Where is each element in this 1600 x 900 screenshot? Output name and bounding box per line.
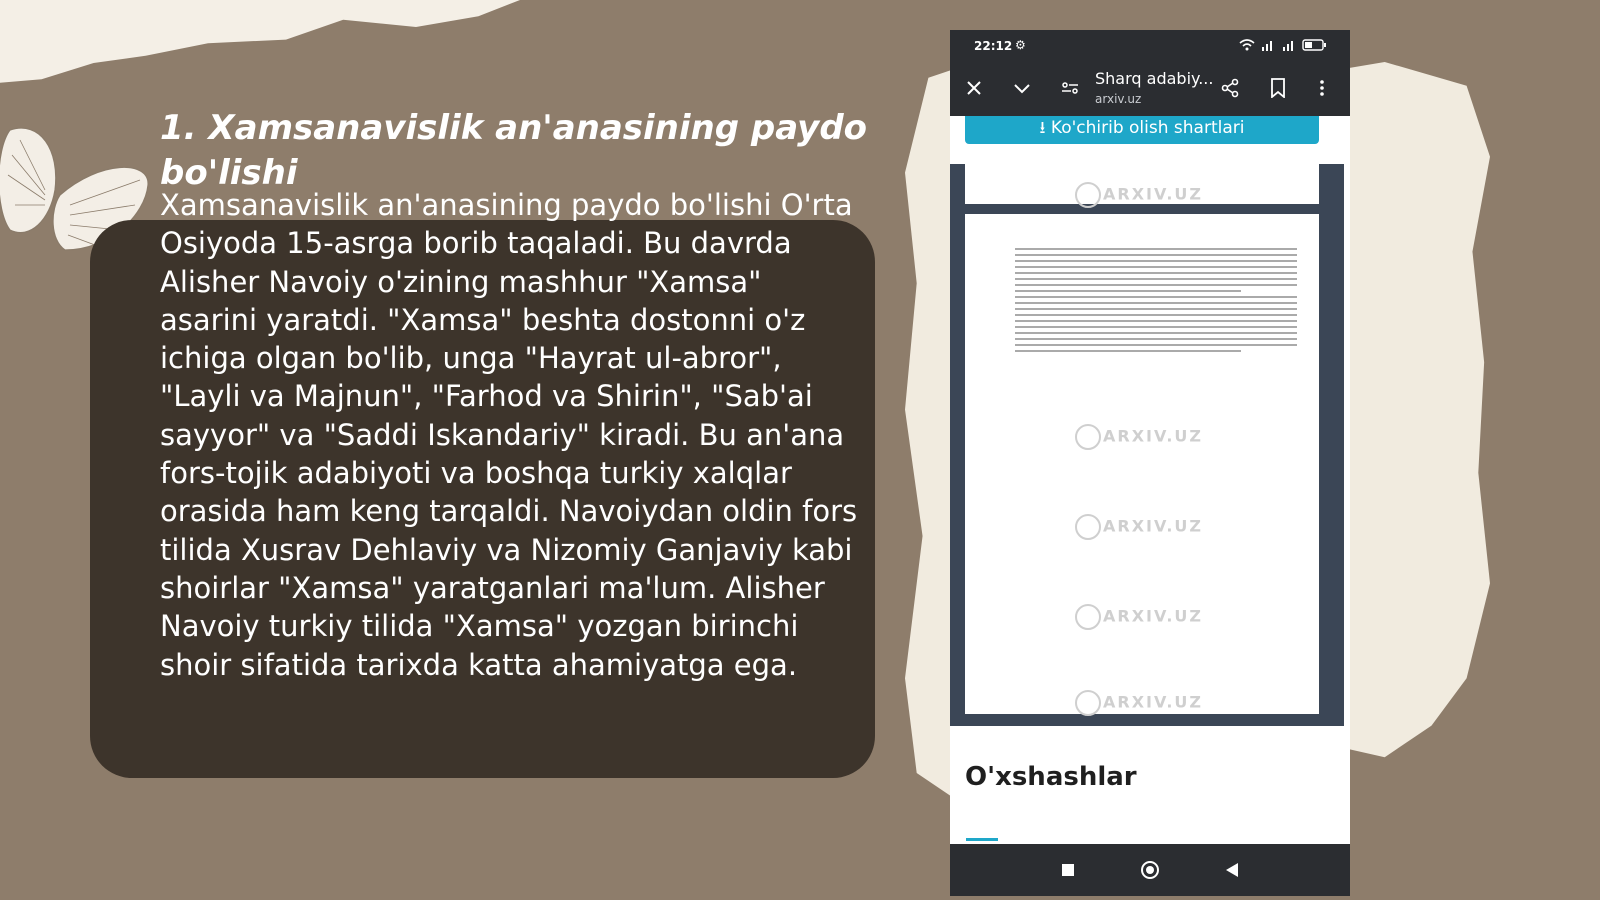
similar-accent-bar bbox=[966, 838, 998, 841]
document-viewer[interactable] bbox=[950, 164, 1344, 726]
document-text-line bbox=[1015, 344, 1297, 346]
nav-back-icon bbox=[1226, 863, 1238, 877]
more-options-button[interactable] bbox=[1306, 72, 1338, 104]
close-icon bbox=[966, 80, 982, 96]
document-text-line bbox=[1015, 296, 1297, 298]
slide-body-text: Xamsanavislik an'anasining paydo bo'lishi O'rta Osiyoda 15-asrga borib taqaladi. Bu davrda Alisher Navoiy o'zining mashhur "Xamsa" asarini yaratdi. "Xamsa" beshta dostonni o'z ichiga olgan bo'lib, unga "Hayrat ul-abror", "Layli va Majnun", "Farhod va Shirin", "Sab'ai sayyor" va "Saddi Iskandariy" kiradi. Bu an'ana fors-tojik adabiyoti va boshqa turkiy xalqlar orasida ham keng tarqaldi. Navoiydan oldin fors tilida Xusrav Dehlaviy va Nizomiy Ganjaviy kabi shoirlar "Xamsa" yaratganlari ma'lum. Alisher Navoiy turkiy tilida "Xamsa" yozgan birinchi shoir sifatida tarixda katta ahamiyatga ega. bbox=[160, 188, 858, 682]
torn-paper-decoration-top bbox=[0, 0, 520, 90]
wifi-icon bbox=[1239, 39, 1255, 51]
browser-url[interactable]: arxiv.uz bbox=[1095, 92, 1142, 106]
document-text-line bbox=[1015, 272, 1297, 274]
similar-heading: O'xshashlar bbox=[965, 762, 1137, 792]
watermark: ARXIV.UZ bbox=[1075, 604, 1203, 630]
page-settings-icon bbox=[1061, 80, 1079, 96]
nav-home-button[interactable] bbox=[1138, 858, 1162, 882]
document-text-line bbox=[1015, 302, 1297, 304]
document-text-line bbox=[1015, 248, 1297, 250]
chevron-down-icon bbox=[1013, 82, 1031, 94]
watermark-magnifier-icon bbox=[1075, 514, 1101, 540]
download-terms-button[interactable] bbox=[965, 116, 1319, 144]
document-text-line bbox=[1015, 308, 1297, 310]
nav-back-button[interactable] bbox=[1220, 858, 1244, 882]
document-text-block bbox=[1015, 248, 1297, 356]
bookmark-button[interactable] bbox=[1262, 72, 1294, 104]
page-settings-button[interactable] bbox=[1054, 72, 1086, 104]
watermark: ARXIV.UZ bbox=[1075, 424, 1203, 450]
status-icons bbox=[1239, 38, 1329, 51]
browser-page-title[interactable]: Sharq adabiy... bbox=[1095, 69, 1214, 88]
nav-home-icon bbox=[1141, 861, 1159, 879]
watermark-magnifier-icon bbox=[1075, 182, 1101, 208]
document-page bbox=[965, 214, 1319, 714]
document-page-previous bbox=[965, 164, 1319, 204]
similar-section bbox=[950, 726, 1344, 844]
signal-icon bbox=[1261, 39, 1275, 51]
document-text-line bbox=[1015, 314, 1297, 316]
document-text-line bbox=[1015, 290, 1241, 292]
watermark: ARXIV.UZ bbox=[1075, 690, 1203, 716]
settings-gear-icon: ⚙ bbox=[1015, 38, 1026, 52]
document-text-line bbox=[1015, 284, 1297, 286]
document-text-line bbox=[1015, 266, 1297, 268]
watermark-magnifier-icon bbox=[1075, 604, 1101, 630]
status-time: 22:12 bbox=[974, 39, 1013, 53]
watermark: ARXIV.UZ bbox=[1075, 182, 1203, 208]
download-icon: ⭳ bbox=[1039, 118, 1046, 138]
slide-title: 1. Xamsanavislik an'anasining paydo bo'lishi bbox=[160, 108, 868, 193]
document-text-line bbox=[1015, 278, 1297, 280]
document-text-line bbox=[1015, 320, 1297, 322]
download-label: Ko'chirib olish shartlari bbox=[1050, 118, 1245, 138]
watermark-magnifier-icon bbox=[1075, 424, 1101, 450]
signal-icon bbox=[1282, 39, 1296, 51]
share-button[interactable] bbox=[1214, 72, 1246, 104]
watermark-magnifier-icon bbox=[1075, 690, 1101, 716]
more-vert-icon bbox=[1319, 79, 1325, 97]
bookmark-icon bbox=[1270, 78, 1286, 98]
android-nav-bar bbox=[950, 844, 1350, 896]
nav-recents-icon bbox=[1062, 864, 1074, 876]
battery-icon bbox=[1302, 39, 1328, 51]
document-text-line bbox=[1015, 332, 1297, 334]
status-bar bbox=[950, 30, 1350, 60]
document-text-line bbox=[1015, 350, 1241, 352]
document-text-line bbox=[1015, 338, 1297, 340]
document-text-line bbox=[1015, 254, 1297, 256]
document-text-line bbox=[1015, 260, 1297, 262]
watermark: ARXIV.UZ bbox=[1075, 514, 1203, 540]
close-button[interactable] bbox=[958, 72, 990, 104]
share-icon bbox=[1220, 78, 1240, 98]
browser-toolbar bbox=[950, 60, 1350, 116]
document-text-line bbox=[1015, 326, 1297, 328]
phone-screenshot bbox=[950, 30, 1350, 896]
nav-recents-button[interactable] bbox=[1056, 858, 1080, 882]
collapse-button[interactable] bbox=[1006, 72, 1038, 104]
